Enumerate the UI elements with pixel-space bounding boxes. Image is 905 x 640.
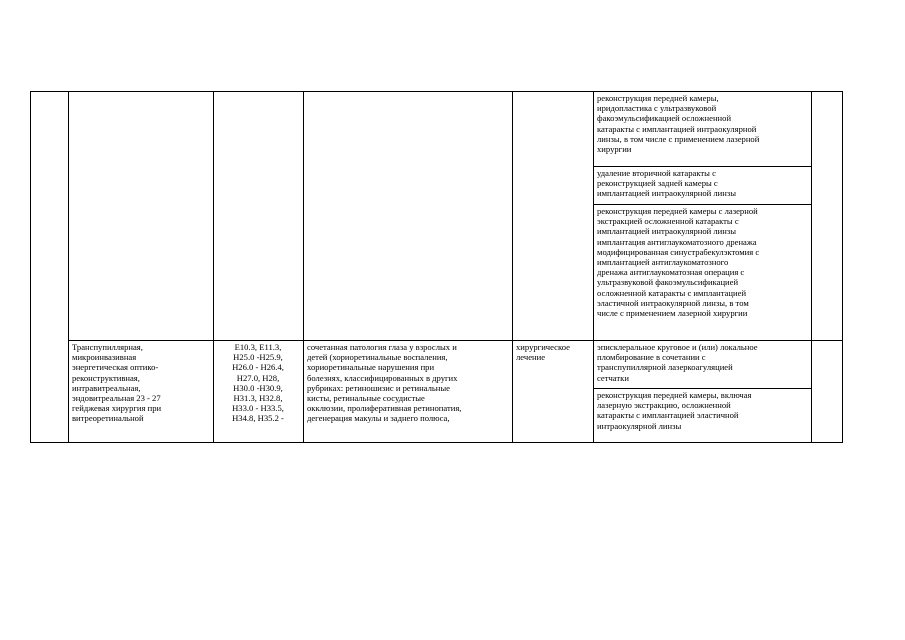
method-cell: удаление вторичной катаракты с реконструкцией задней камеры с имплантацией интраокулярной линзы <box>597 168 737 199</box>
method-cell: эписклеральное круговое и (или) локальное пломбирование в сочетании с транспупиллярной лазеркоагуляцией сетчатки <box>597 342 758 383</box>
medical-services-table <box>30 91 842 443</box>
method-cell: реконструкция передней камеры с лазерной экстракцией осложненной катаракты с имплантацией интраокулярной линзы имплантация антиглаукоматозного дренажа модифицированная синустрабекулэктомия с имплантацией антиглаукоматозного дренажа антиглаукоматозная операция с ультразвуковой факоэмульсификацией осложненной катаракты с имплантацией эластичной интраокулярной линзы, в том числе с применением лазерной хирургии <box>597 206 760 319</box>
row-rule <box>30 442 842 443</box>
column-rule <box>811 91 812 443</box>
column-rule <box>30 91 31 443</box>
patient-model-cell: сочетанная патология глаза у взрослых и детей (хориоретинальные воспаления, хориоретинальные нарушения при болезнях, классифицированных в других рубриках: ретиношизис и ретинальные кисты, ретинальные сосудистые окклюзии, пролиферативная ретинопатия, дегенерация макулы и заднего полюса, <box>307 342 462 424</box>
treatment-type-cell: хирургическое лечение <box>516 342 570 363</box>
icd-codes-cell: E10.3, E11.3, H25.0 -H25.9, H26.0 - H26.4, H27.0, H28, H30.0 -H30.9, H31.3, H32.8, H33.0 - H33.5, H34.8, H35.2 - <box>232 342 284 424</box>
method-cell: реконструкция передней камеры, включая лазерную экстракцию, осложненной катаракты с имплантацией эластичной интраокулярной линзы <box>597 390 752 431</box>
column-rule <box>842 91 843 443</box>
procedure-name-cell: Транспупиллярная, микроинвазивная энергетическая оптико- реконструктивная, интравитреальная, эндовитреальная 23 - 27 гейджевая хирургия при витреоретинальной <box>72 342 162 424</box>
method-cell: реконструкция передней камеры, иридопластика с ультразвуковой факоэмульсификацией осложненной катаракты с имплантацией интраокулярной линзы, в том числе с применением лазерной хирургии <box>597 93 760 155</box>
